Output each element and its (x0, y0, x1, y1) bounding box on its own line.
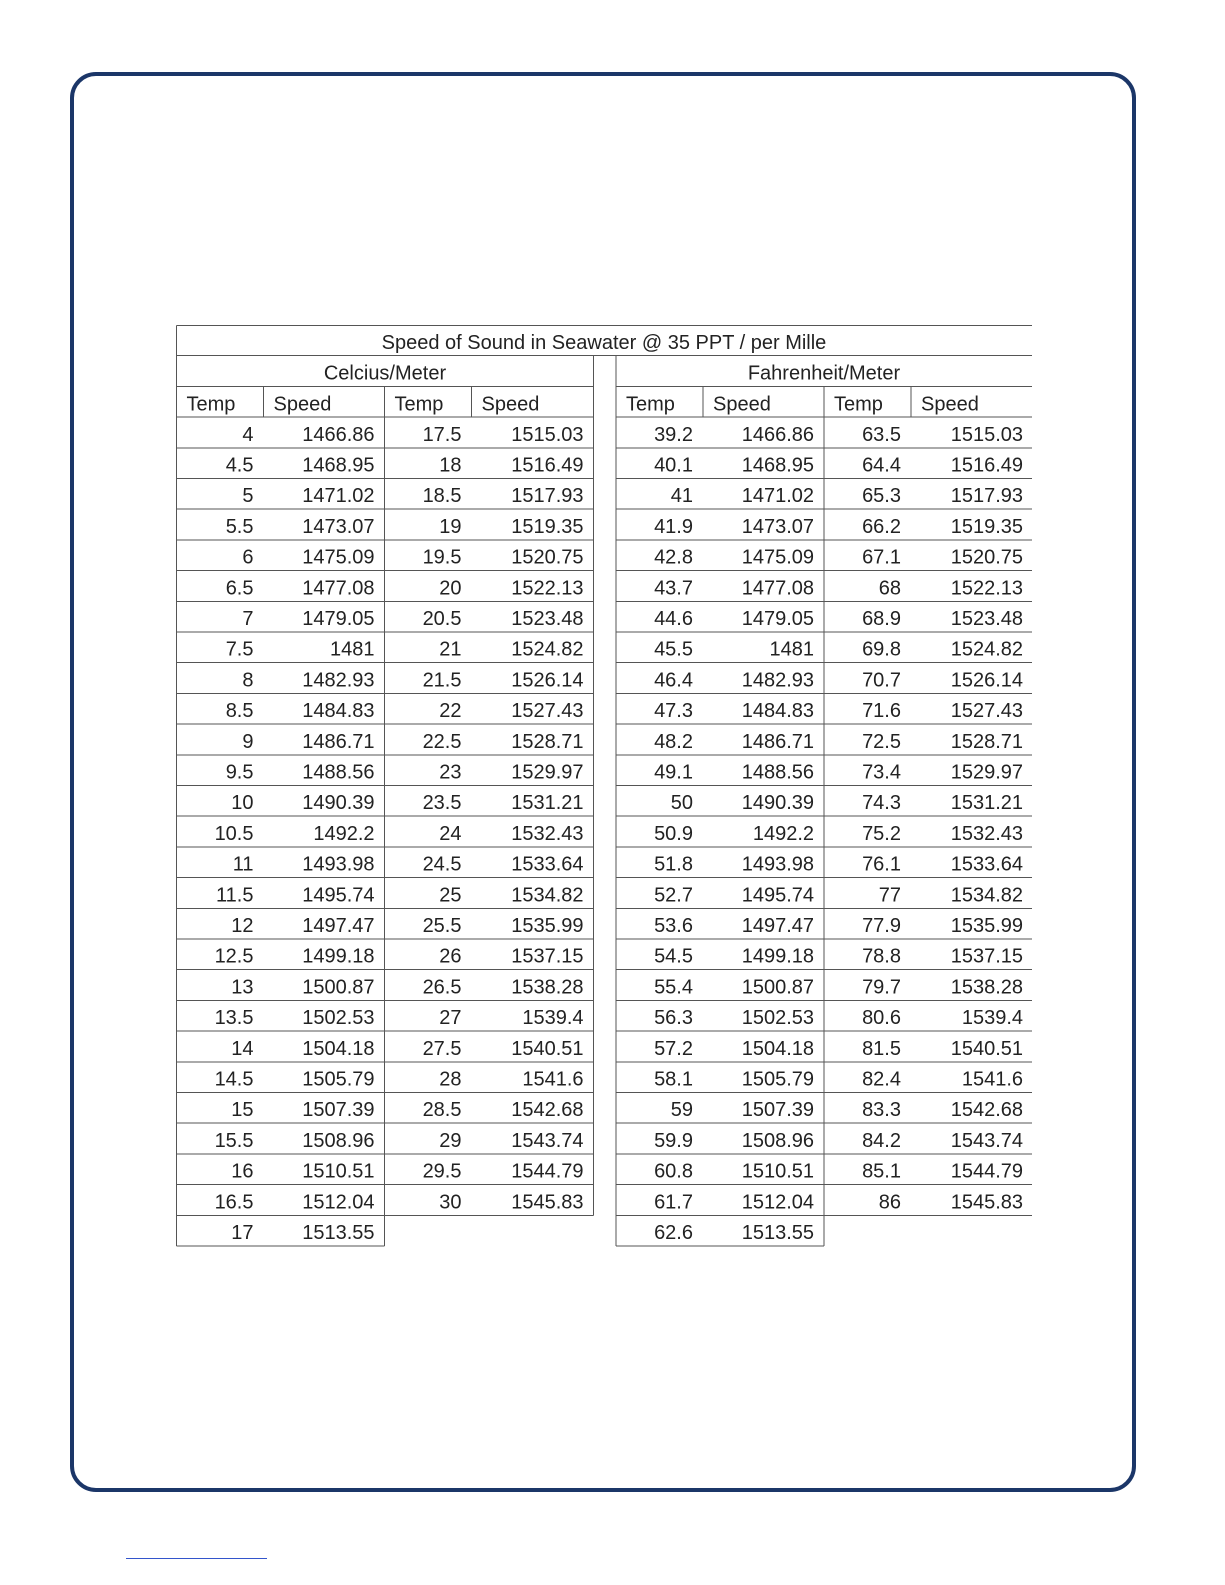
temp-cell: 12 (231, 915, 254, 937)
speed-cell: 1490.39 (302, 792, 375, 815)
temp-cell: 19.5 (422, 546, 462, 569)
temp-cell: 46.4 (654, 669, 693, 692)
speed-cell: 1466.86 (741, 423, 814, 446)
speed-cell: 1532.43 (511, 822, 584, 845)
temp-cell: 65.3 (862, 485, 901, 508)
temp-cell: 54.5 (654, 945, 693, 968)
temp-cell: 16.5 (214, 1191, 254, 1214)
temp-cell: 53.6 (654, 915, 693, 937)
speed-cell: 1543.74 (950, 1129, 1023, 1152)
temp-cell: 63.5 (862, 423, 901, 446)
temp-cell: 59.9 (654, 1129, 693, 1152)
temp-cell: 6.5 (225, 577, 254, 600)
temp-cell: 50.9 (654, 822, 693, 845)
temp-cell: 78.8 (862, 945, 901, 968)
speed-cell: 1517.93 (511, 485, 584, 508)
speed-cell: 1502.53 (741, 1007, 814, 1030)
speed-cell: 1538.28 (511, 976, 584, 999)
temp-cell: 40.1 (654, 454, 693, 477)
speed-cell: 1500.87 (741, 976, 814, 999)
temp-cell: 85.1 (862, 1160, 901, 1183)
speed-cell: 1545.83 (950, 1191, 1023, 1214)
speed-cell: 1531.21 (950, 792, 1023, 815)
speed-cell: 1528.71 (511, 730, 584, 753)
speed-cell: 1541.6 (961, 1068, 1023, 1091)
temp-cell: 82.4 (862, 1068, 901, 1091)
temp-cell: 64.4 (862, 454, 901, 477)
speed-cell: 1533.64 (950, 853, 1023, 876)
speed-cell: 1515.03 (950, 423, 1023, 446)
temp-cell: 69.8 (862, 638, 901, 661)
speed-cell: 1495.74 (302, 884, 375, 907)
column-header: Temp (626, 393, 675, 416)
temp-cell: 41.9 (654, 515, 693, 538)
speed-cell: 1523.48 (950, 608, 1023, 630)
speed-cell: 1541.6 (522, 1068, 584, 1091)
speed-cell: 1542.68 (950, 1099, 1023, 1122)
speed-cell: 1540.51 (950, 1037, 1023, 1060)
speed-cell: 1495.74 (741, 884, 814, 907)
section-label: Celcius/Meter (323, 362, 447, 385)
speed-cell: 1482.93 (741, 669, 814, 692)
speed-cell: 1524.82 (950, 638, 1023, 661)
temp-cell: 27.5 (422, 1037, 462, 1060)
speed-cell: 1522.13 (950, 577, 1023, 600)
temp-cell: 17 (231, 1222, 254, 1244)
temp-cell: 86 (878, 1191, 901, 1214)
temp-cell: 66.2 (862, 515, 901, 538)
temp-cell: 49.1 (654, 761, 693, 784)
temp-cell: 81.5 (862, 1037, 901, 1060)
temp-cell: 71.6 (862, 700, 901, 723)
temp-cell: 11.5 (216, 884, 254, 907)
speed-cell: 1533.64 (511, 853, 584, 876)
temp-cell: 4 (242, 423, 254, 446)
speed-cell: 1537.15 (511, 945, 584, 968)
speed-cell: 1516.49 (511, 454, 584, 477)
speed-cell: 1512.04 (741, 1191, 814, 1214)
temp-cell: 8.5 (225, 700, 254, 723)
temp-cell: 75.2 (862, 822, 901, 845)
speed-cell: 1486.71 (302, 730, 375, 753)
temp-cell: 5.5 (225, 515, 254, 538)
temp-cell: 25.5 (422, 915, 462, 937)
temp-cell: 11 (232, 853, 254, 876)
speed-cell: 1488.56 (741, 761, 814, 784)
column-header: Temp (394, 393, 444, 416)
temp-cell: 60.8 (654, 1160, 693, 1183)
speed-cell: 1492.2 (752, 822, 814, 845)
speed-cell: 1513.55 (741, 1222, 814, 1244)
section-label: Fahrenheit/Meter (747, 362, 901, 385)
temp-cell: 73.4 (862, 761, 901, 784)
temp-cell: 68 (878, 577, 901, 600)
temp-cell: 8 (242, 669, 254, 692)
temp-cell: 52.7 (654, 884, 693, 907)
speed-cell: 1515.03 (511, 423, 584, 446)
speed-cell: 1479.05 (302, 608, 375, 630)
speed-cell: 1505.79 (302, 1068, 375, 1091)
speed-cell: 1490.39 (741, 792, 814, 815)
temp-cell: 7.5 (225, 638, 254, 661)
temp-cell: 26 (439, 945, 462, 968)
speed-cell: 1505.79 (741, 1068, 814, 1091)
temp-cell: 41 (670, 485, 693, 508)
temp-cell: 16 (231, 1160, 254, 1183)
temp-cell: 22 (439, 700, 462, 723)
temp-cell: 45.5 (654, 638, 693, 661)
speed-cell: 1527.43 (511, 700, 584, 723)
speed-cell: 1471.02 (741, 485, 814, 508)
temp-cell: 67.1 (862, 546, 901, 569)
speed-cell: 1522.13 (511, 577, 584, 600)
speed-cell: 1475.09 (741, 546, 814, 569)
temp-cell: 13 (231, 976, 254, 999)
temp-cell: 29 (439, 1129, 462, 1152)
temp-cell: 7 (242, 608, 254, 630)
temp-cell: 51.8 (654, 853, 693, 876)
temp-cell: 77 (878, 884, 901, 907)
speed-cell: 1535.99 (511, 915, 584, 937)
speed-cell: 1544.79 (950, 1160, 1023, 1183)
temp-cell: 15 (231, 1099, 254, 1122)
temp-cell: 4.5 (225, 454, 254, 477)
speed-cell: 1513.55 (302, 1222, 375, 1244)
speed-cell: 1504.18 (741, 1037, 814, 1060)
speed-of-sound-table (176, 325, 1032, 1248)
speed-cell: 1544.79 (511, 1160, 584, 1183)
speed-cell: 1523.48 (511, 608, 584, 630)
speed-cell: 1471.02 (302, 485, 375, 508)
speed-cell: 1520.75 (950, 546, 1023, 569)
speed-cell: 1520.75 (511, 546, 584, 569)
speed-cell: 1484.83 (302, 700, 375, 723)
column-header: Speed (713, 393, 771, 416)
temp-cell: 68.9 (862, 608, 901, 630)
temp-cell: 57.2 (654, 1037, 693, 1060)
temp-cell: 25 (439, 884, 462, 907)
temp-cell: 42.8 (654, 546, 693, 569)
temp-cell: 39.2 (654, 423, 693, 446)
speed-cell: 1468.95 (741, 454, 814, 477)
speed-cell: 1545.83 (511, 1191, 584, 1214)
table-title: Speed of Sound in Seawater @ 35 PPT / per Mille (381, 332, 827, 354)
speed-cell: 1482.93 (302, 669, 375, 692)
speed-cell: 1493.98 (741, 853, 814, 876)
temp-cell: 30 (439, 1191, 462, 1214)
speed-cell: 1497.47 (302, 915, 375, 937)
speed-cell: 1500.87 (302, 976, 375, 999)
speed-cell: 1484.83 (741, 700, 814, 723)
temp-cell: 24 (439, 822, 462, 845)
speed-cell: 1528.71 (950, 730, 1023, 753)
temp-cell: 47.3 (654, 700, 693, 723)
speed-cell: 1539.4 (961, 1007, 1023, 1030)
speed-cell: 1477.08 (302, 577, 375, 600)
temp-cell: 13.5 (214, 1007, 254, 1030)
speed-cell: 1497.47 (741, 915, 814, 937)
temp-cell: 29.5 (422, 1160, 462, 1183)
temp-cell: 10.5 (214, 822, 254, 845)
column-header: Temp (186, 393, 236, 416)
speed-cell: 1479.05 (741, 608, 814, 630)
temp-cell: 20.5 (422, 608, 462, 630)
temp-cell: 28 (439, 1068, 462, 1091)
temp-cell: 79.7 (862, 976, 901, 999)
temp-cell: 10 (231, 792, 254, 815)
temp-cell: 70.7 (862, 669, 901, 692)
temp-cell: 50 (670, 792, 693, 815)
temp-cell: 23 (439, 761, 462, 784)
speed-cell: 1510.51 (741, 1160, 814, 1183)
speed-cell: 1539.4 (522, 1007, 584, 1030)
temp-cell: 55.4 (654, 976, 693, 999)
temp-cell: 20 (439, 577, 462, 600)
speed-cell: 1542.68 (511, 1099, 584, 1122)
speed-cell: 1507.39 (302, 1099, 375, 1122)
temp-cell: 76.1 (862, 853, 901, 876)
temp-cell: 21.5 (422, 669, 462, 692)
temp-cell: 26.5 (422, 976, 462, 999)
speed-cell: 1529.97 (511, 761, 584, 784)
column-header: Speed (273, 393, 332, 416)
speed-cell: 1534.82 (950, 884, 1023, 907)
temp-cell: 43.7 (654, 577, 693, 600)
temp-cell: 22.5 (422, 730, 462, 753)
temp-cell: 6 (242, 546, 254, 569)
temp-cell: 24.5 (422, 853, 462, 876)
temp-cell: 62.6 (654, 1222, 693, 1244)
speed-cell: 1526.14 (950, 669, 1023, 692)
speed-cell: 1493.98 (302, 853, 375, 876)
temp-cell: 23.5 (422, 792, 462, 815)
speed-cell: 1543.74 (511, 1129, 584, 1152)
speed-cell: 1477.08 (741, 577, 814, 600)
temp-cell: 56.3 (654, 1007, 693, 1030)
column-header: Temp (834, 393, 883, 416)
temp-cell: 18.5 (422, 485, 462, 508)
temp-cell: 15.5 (214, 1129, 254, 1152)
speed-cell: 1468.95 (302, 454, 375, 477)
speed-cell: 1531.21 (511, 792, 584, 815)
speed-cell: 1499.18 (302, 945, 375, 968)
speed-cell: 1499.18 (741, 945, 814, 968)
temp-cell: 9 (242, 730, 254, 753)
temp-cell: 14.5 (214, 1068, 254, 1091)
speed-cell: 1492.2 (313, 822, 375, 845)
temp-cell: 61.7 (654, 1191, 693, 1214)
speed-cell: 1532.43 (950, 822, 1023, 845)
speed-cell: 1473.07 (741, 515, 814, 538)
speed-cell: 1504.18 (302, 1037, 375, 1060)
speed-cell: 1524.82 (511, 638, 584, 661)
speed-cell: 1538.28 (950, 976, 1023, 999)
speed-cell: 1529.97 (950, 761, 1023, 784)
speed-cell: 1466.86 (302, 423, 375, 446)
speed-cell: 1475.09 (302, 546, 375, 569)
column-header: Speed (481, 393, 540, 416)
speed-cell: 1508.96 (302, 1129, 375, 1152)
footer-rule (126, 1558, 267, 1559)
temp-cell: 44.6 (654, 608, 693, 630)
speed-cell: 1537.15 (950, 945, 1023, 968)
speed-cell: 1516.49 (950, 454, 1023, 477)
speed-cell: 1486.71 (741, 730, 814, 753)
speed-cell: 1519.35 (950, 515, 1023, 538)
speed-cell: 1502.53 (302, 1007, 375, 1030)
speed-cell: 1519.35 (511, 515, 584, 538)
temp-cell: 84.2 (862, 1129, 901, 1152)
table-grid (176, 325, 1032, 1248)
temp-cell: 59 (670, 1099, 693, 1122)
temp-cell: 48.2 (654, 730, 693, 753)
temp-cell: 58.1 (654, 1068, 693, 1091)
temp-cell: 5 (242, 485, 254, 508)
temp-cell: 21 (439, 638, 462, 661)
temp-cell: 18 (439, 454, 462, 477)
speed-cell: 1526.14 (511, 669, 584, 692)
speed-cell: 1507.39 (741, 1099, 814, 1122)
speed-cell: 1535.99 (950, 915, 1023, 937)
temp-cell: 12.5 (214, 945, 254, 968)
temp-cell: 80.6 (862, 1007, 901, 1030)
temp-cell: 72.5 (862, 730, 901, 753)
speed-cell: 1481 (769, 638, 814, 661)
temp-cell: 28.5 (422, 1099, 462, 1122)
temp-cell: 14 (231, 1037, 254, 1060)
speed-cell: 1512.04 (302, 1191, 375, 1214)
column-header: Speed (921, 393, 979, 416)
speed-cell: 1488.56 (302, 761, 375, 784)
speed-cell: 1540.51 (511, 1037, 584, 1060)
temp-cell: 74.3 (862, 792, 901, 815)
temp-cell: 27 (439, 1007, 462, 1030)
temp-cell: 9.5 (225, 761, 254, 784)
temp-cell: 77.9 (862, 915, 901, 937)
speed-cell: 1508.96 (741, 1129, 814, 1152)
speed-cell: 1481 (330, 638, 375, 661)
temp-cell: 19 (439, 515, 462, 538)
speed-cell: 1473.07 (302, 515, 375, 538)
temp-cell: 83.3 (862, 1099, 901, 1122)
speed-cell: 1510.51 (302, 1160, 375, 1183)
speed-cell: 1534.82 (511, 884, 584, 907)
speed-cell: 1517.93 (950, 485, 1023, 508)
temp-cell: 17.5 (422, 423, 462, 446)
speed-cell: 1527.43 (950, 700, 1023, 723)
